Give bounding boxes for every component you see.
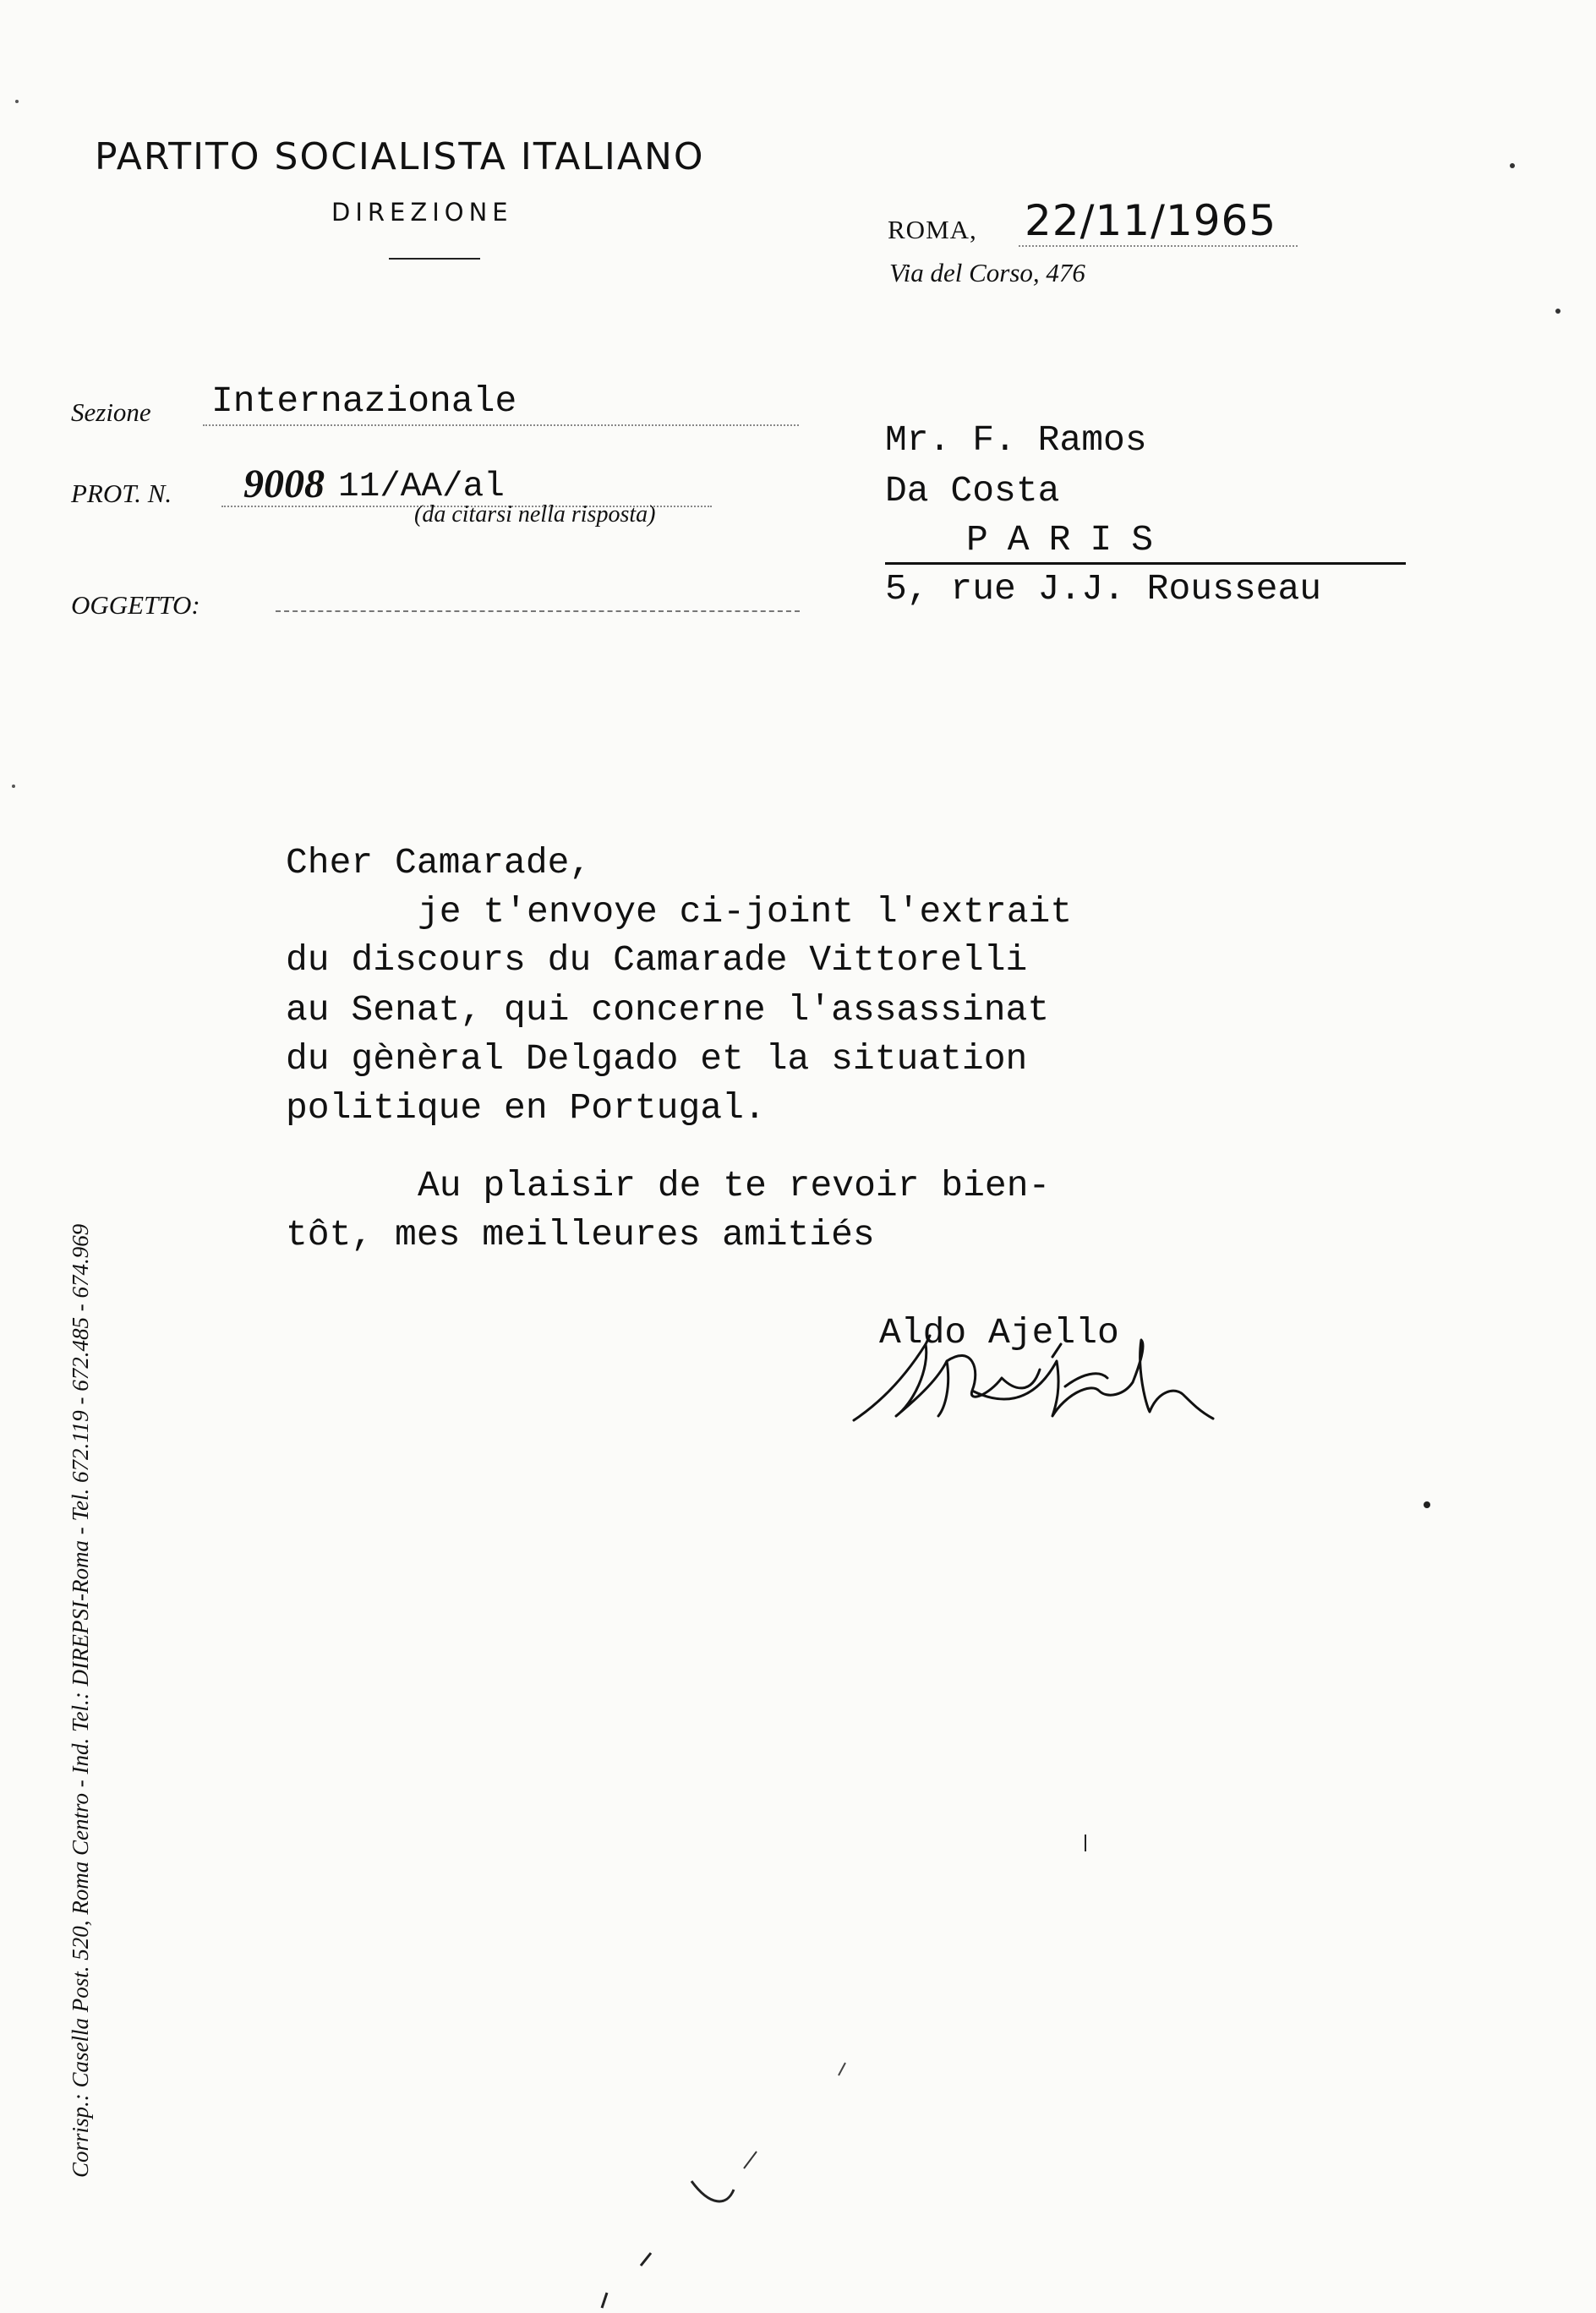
date-dotted-line: [1019, 245, 1298, 247]
sezione-value: Internazionale: [211, 380, 517, 422]
prot-label: PROT. N.: [71, 478, 172, 508]
prot-number-handwritten: 9008: [243, 462, 325, 506]
body-line: politique en Portugal.: [286, 1087, 766, 1129]
handwritten-signature: [845, 1310, 1217, 1437]
department-name: DIREZIONE: [331, 198, 513, 227]
recipient-city: PARIS: [966, 519, 1173, 560]
department-rule: [389, 258, 480, 260]
organization-name: PARTITO SOCIALISTA ITALIANO: [95, 135, 705, 178]
oggetto-label: OGGETTO:: [71, 590, 200, 620]
sezione-label: Sezione: [71, 397, 151, 427]
body-line: tôt, mes meilleures amitiés: [286, 1214, 875, 1255]
letter-date: 22/11/1965: [1025, 196, 1277, 245]
body-line: du gènèral Delgado et la situation: [286, 1038, 1028, 1080]
recipient-name: Mr. F. Ramos: [885, 419, 1147, 461]
prot-suffix: 11/AA/al: [338, 468, 505, 506]
recipient-street: 5, rue J.J. Rousseau: [885, 568, 1322, 610]
recipient-name-2: Da Costa: [885, 470, 1060, 511]
recipient-underline: [885, 562, 1406, 565]
prot-note: (da citarsi nella risposta): [414, 501, 656, 528]
sender-address: Via del Corso, 476: [889, 258, 1085, 287]
signer-name: Aldo Ajello: [879, 1312, 1119, 1353]
correspondence-footer: Corrisp.: Casella Post. 520, Roma Centro - Ind. Tel.: DIREPSI-Roma - Tel. 672.119 - 672.485 - 674.969: [68, 1223, 93, 2178]
body-line: je t'envoye ci-joint l'extrait: [418, 891, 1073, 932]
body-line: du discours du Camarade Vittorelli: [286, 939, 1028, 981]
salutation: Cher Camarade,: [286, 842, 592, 883]
body-line: au Senat, qui concerne l'assassinat: [286, 989, 1050, 1031]
city-label: ROMA,: [888, 215, 977, 244]
oggetto-line: [276, 610, 800, 612]
sezione-dotted-line: [203, 424, 799, 426]
body-line: Au plaisir de te revoir bien-: [418, 1165, 1051, 1206]
